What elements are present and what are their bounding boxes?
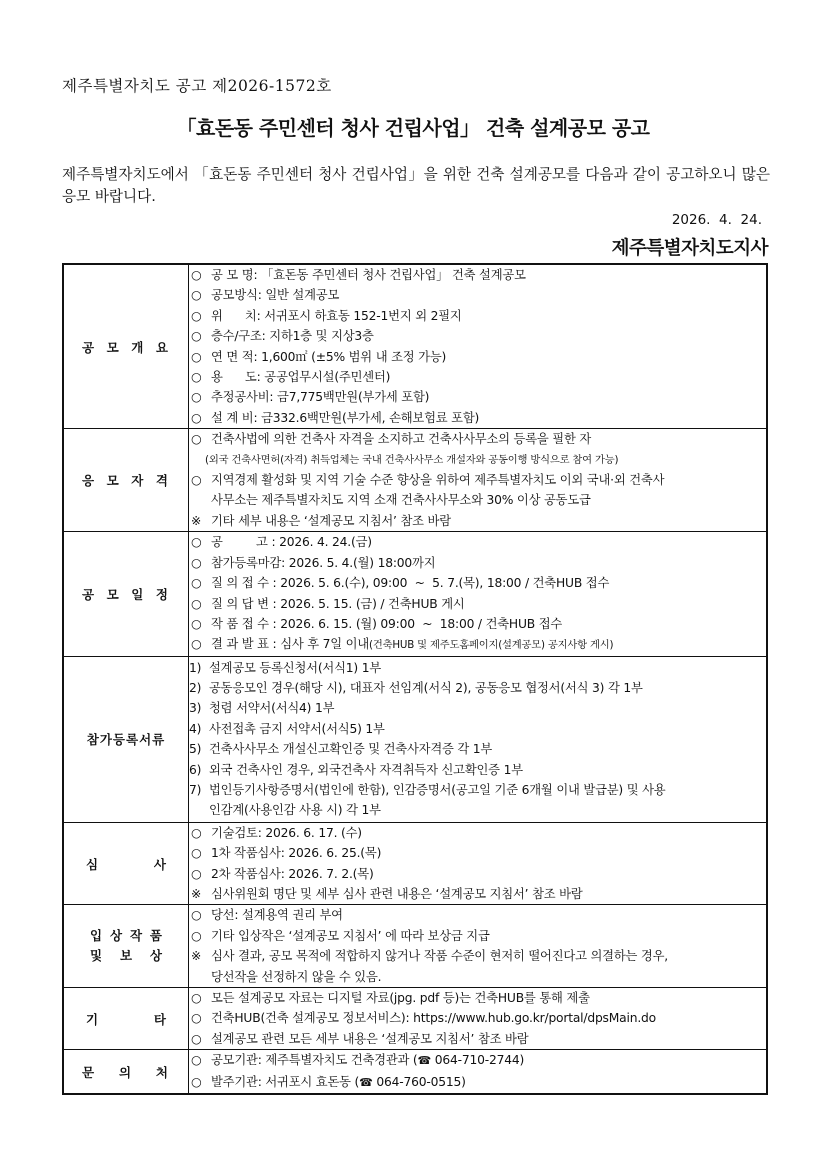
phone-icon: ☎ [417,1054,432,1068]
bullet-icon: ○ [191,268,202,282]
list-item: ○ 설 계 비: 금332.6백만원(부가세, 손해보험료 포함) [189,408,766,428]
header-contact [63,1050,189,1094]
header-char: 상 [149,948,162,964]
body-overview [189,264,768,429]
bullet-icon: ○ [191,908,202,923]
header-char: 응 [82,473,95,489]
bullet-icon: ○ [191,1074,202,1089]
notice-number: 제주특별자치도 공고 제2026-1572호 [62,77,332,95]
header-eligibility [63,429,189,532]
bullet-icon: ○ [191,576,202,591]
bullet-icon: ○ [191,1011,202,1026]
list-item: ○ 공모방식: 일반 설계공모 [189,285,766,305]
list-item: 2) 공동응모인 경우(해당 시), 대표자 선임계(서식 2), 공동응모 협정서(서식 3) 각 1부 [189,681,643,695]
list-item-continuation: 인감계(사용인감 사용 시) 각 1부 [209,803,381,818]
body-schedule [189,532,768,656]
notice-date: 2026. 4. 24. [671,212,762,228]
header-char: 심 [86,856,99,872]
list-item: ○ 위 치: 서귀포시 하효동 152-1번지 외 2필지 [189,306,766,326]
list-item: ○ 모든 설계공모 자료는 디지털 자료(jpg. pdf 등)는 건축HUB를 통해 제출 [189,988,766,1008]
row-other [63,987,767,1049]
header-char: 품 [149,928,162,944]
bullet-icon: ○ [191,928,202,943]
row-review [63,822,767,905]
header-char: 의 [118,1064,132,1080]
list-item: ○ 지역경제 활성화 및 지역 기술 수준 향상을 위하여 제주특별자치도 이외 국내·외 건축사 [189,470,766,490]
list-item: 3) 청렴 서약서(서식4) 1부 [189,701,335,716]
note-item: ※ 심사위원회 명단 및 세부 심사 관련 내용은 ‘설계공모 지침서’ 참조 바람 [189,884,766,904]
list-item: 4) 사전접촉 금지 서약서(서식5) 1부 [189,721,385,736]
list-item: ○ 결 과 발 표 : 심사 후 7일 이내(건축HUB 및 제주도홈페이지(설계공모) 공지사항 게시) [189,634,766,655]
list-item: ○ 1차 작품심사: 2026. 6. 25.(목) [189,843,766,863]
list-item: ○ 건축사법에 의한 건축사 자격을 소지하고 건축사사무소의 등록을 필한 자 [189,429,766,449]
note-item: ※ 기타 세부 내용은 ‘설계공모 지침서’ 참조 바람 [189,511,766,531]
bullet-icon: ○ [191,432,202,447]
header-char: 타 [153,1011,166,1027]
header-char: 격 [155,473,168,489]
bullet-icon: ○ [191,288,202,303]
list-item: ○ 추정공사비: 금7,775백만원(부가세 포함) [189,387,766,407]
header-documents [63,656,189,822]
list-item: 1) 설계공모 등록신청서(서식1) 1부 [189,660,382,675]
note-item: ※ 심사 결과, 공모 목적에 적합하지 않거나 작품 수준이 현저히 떨어진다고 의결하는 경우, [189,946,766,966]
list-item: ○ 공모기관: 제주특별자치도 건축경관과 (☎ 064-710-2744) [189,1050,766,1071]
list-item: ○ 기타 입상작은 ‘설계공모 지침서’ 에 따라 보상금 지급 [189,926,766,946]
note-mark-icon: ※ [191,886,202,901]
body-contact [189,1050,768,1094]
list-item: 5) 건축사사무소 개설신고확인증 및 건축사자격증 각 1부 [189,742,493,757]
bullet-icon: ○ [191,825,202,840]
body-other [189,987,768,1049]
header-char: 작 [129,928,143,944]
header-char: 모 [106,587,119,602]
list-item: ○ 질 의 답 변 : 2026. 5. 15. (금) / 건축HUB 게시 [189,594,766,614]
row-eligibility [63,429,767,532]
header-char: 상 [109,928,123,944]
header-char: 모 [106,339,119,355]
header-other [63,987,189,1049]
list-item: ○ 용 도: 공공업무시설(주민센터) [189,367,766,387]
header-char: 문 [82,1064,95,1080]
phone-icon: ☎ [359,1075,373,1089]
body-award [189,905,768,988]
bullet-icon: ○ [191,596,202,611]
bullet-icon: ○ [191,1031,202,1046]
issuer-name: 제주특별자치도지사 [611,238,768,259]
header-char: 입 [90,928,103,944]
bullet-icon: ○ [191,473,202,488]
header-char: 보 [119,948,133,964]
bullet-icon: ○ [191,390,202,405]
header-text: 참가등록서류 [86,732,166,748]
list-item: ○ 참가등록마감: 2026. 5. 4.(월) 18:00까지 [189,553,766,573]
list-item: ○ 질 의 접 수 : 2026. 5. 6.(수), 09:00 ~ 5. 7.(목), 18:00 / 건축HUB 접수 [189,573,766,593]
list-item-note: (외국 건축사면허(자격) 취득업체는 국내 건축사사무소 개설자와 공동이행 방식으로 참여 가능) [205,453,619,466]
bullet-icon: ○ [191,1053,202,1068]
header-char: 기 [86,1011,99,1027]
body-documents [189,656,768,822]
row-schedule [63,532,767,656]
row-documents [63,656,767,822]
notice-table [62,263,768,1095]
bullet-icon: ○ [191,370,202,385]
list-item: ○ 공 고 : 2026. 4. 24.(금) [189,532,766,552]
header-char: 사 [153,856,166,872]
header-char: 모 [106,473,119,489]
bullet-icon: ○ [191,846,202,861]
header-char: 개 [131,339,144,355]
row-overview [63,264,767,429]
list-item-continuation: 사무소는 제주특별자치도 지역 소재 건축사사무소와 30% 이상 공동도급 [211,493,591,508]
row-award [63,905,767,988]
body-review [189,822,768,905]
list-item: ○ 층수/구조: 지하1층 및 지상3층 [189,326,766,346]
header-char: 처 [155,1064,168,1080]
header-char: 정 [155,587,168,602]
bullet-icon: ○ [191,866,202,881]
note-continuation: 당선작을 선정하지 않을 수 있음. [211,969,382,984]
intro-paragraph: 제주특별자치도에서 「효돈동 주민센터 청사 건립사업」을 위한 건축 설계공모를 다음과 같이 공고하오니 많은 응모 바랍니다. [62,166,770,205]
list-item: ○ 발주기관: 서귀포시 효돈동 (☎ 064-760-0515) [189,1072,766,1093]
bullet-icon: ○ [191,329,202,344]
header-char: 공 [82,339,95,355]
list-item: ○ 2차 작품심사: 2026. 7. 2.(목) [189,864,766,884]
bullet-icon: ○ [191,555,202,570]
header-char: 요 [155,339,168,355]
bullet-icon: ○ [191,410,202,425]
note-mark-icon: ※ [191,513,202,528]
list-item: 6) 외국 건축사인 경우, 외국건축사 자격취득자 신고확인증 1부 [189,762,523,777]
body-eligibility [189,429,768,532]
list-item: ○ 설계공모 관련 모든 세부 내용은 ‘설계공모 지침서’ 참조 바람 [189,1029,766,1049]
list-item: ○ 기술검토: 2026. 6. 17. (수) [189,823,766,843]
bullet-icon: ○ [191,535,202,550]
row-contact [63,1050,767,1094]
header-overview [63,264,189,429]
list-item: ○ 작 품 접 수 : 2026. 6. 15. (월) 09:00 ~ 18:00 / 건축HUB 접수 [189,614,766,634]
header-char: 자 [131,473,144,489]
header-char: 및 [90,948,103,964]
header-review [63,822,189,905]
header-char: 일 [131,587,144,602]
document-title: 「효돈동 주민센터 청사 건립사업」 건축 설계공모 공고 [176,116,650,140]
bullet-icon: ○ [191,349,202,364]
bullet-icon: ○ [191,990,202,1005]
list-item: ○ 당선: 설계용역 권리 부여 [189,905,766,925]
list-item: ○ 건축HUB(건축 설계공모 정보서비스): https://www.hub.go.kr/portal/dpsMain.do [189,1008,766,1028]
list-item: 7) 법인등기사항증명서(법인에 한함), 인감증명서(공고일 기준 6개월 이내 발급분) 및 사용 [189,783,666,798]
list-item: ○ 공 모 명: 「효돈동 주민센터 청사 건립사업」 건축 설계공모 [189,265,766,285]
header-schedule [63,532,189,656]
bullet-icon: ○ [191,637,202,652]
note-mark-icon: ※ [191,949,202,964]
bullet-icon: ○ [191,308,202,323]
list-item: ○ 연 면 적: 1,600㎡ (±5% 범위 내 조정 가능) [189,347,766,367]
header-award [63,905,189,988]
bullet-icon: ○ [191,616,202,631]
header-char: 공 [82,587,95,602]
